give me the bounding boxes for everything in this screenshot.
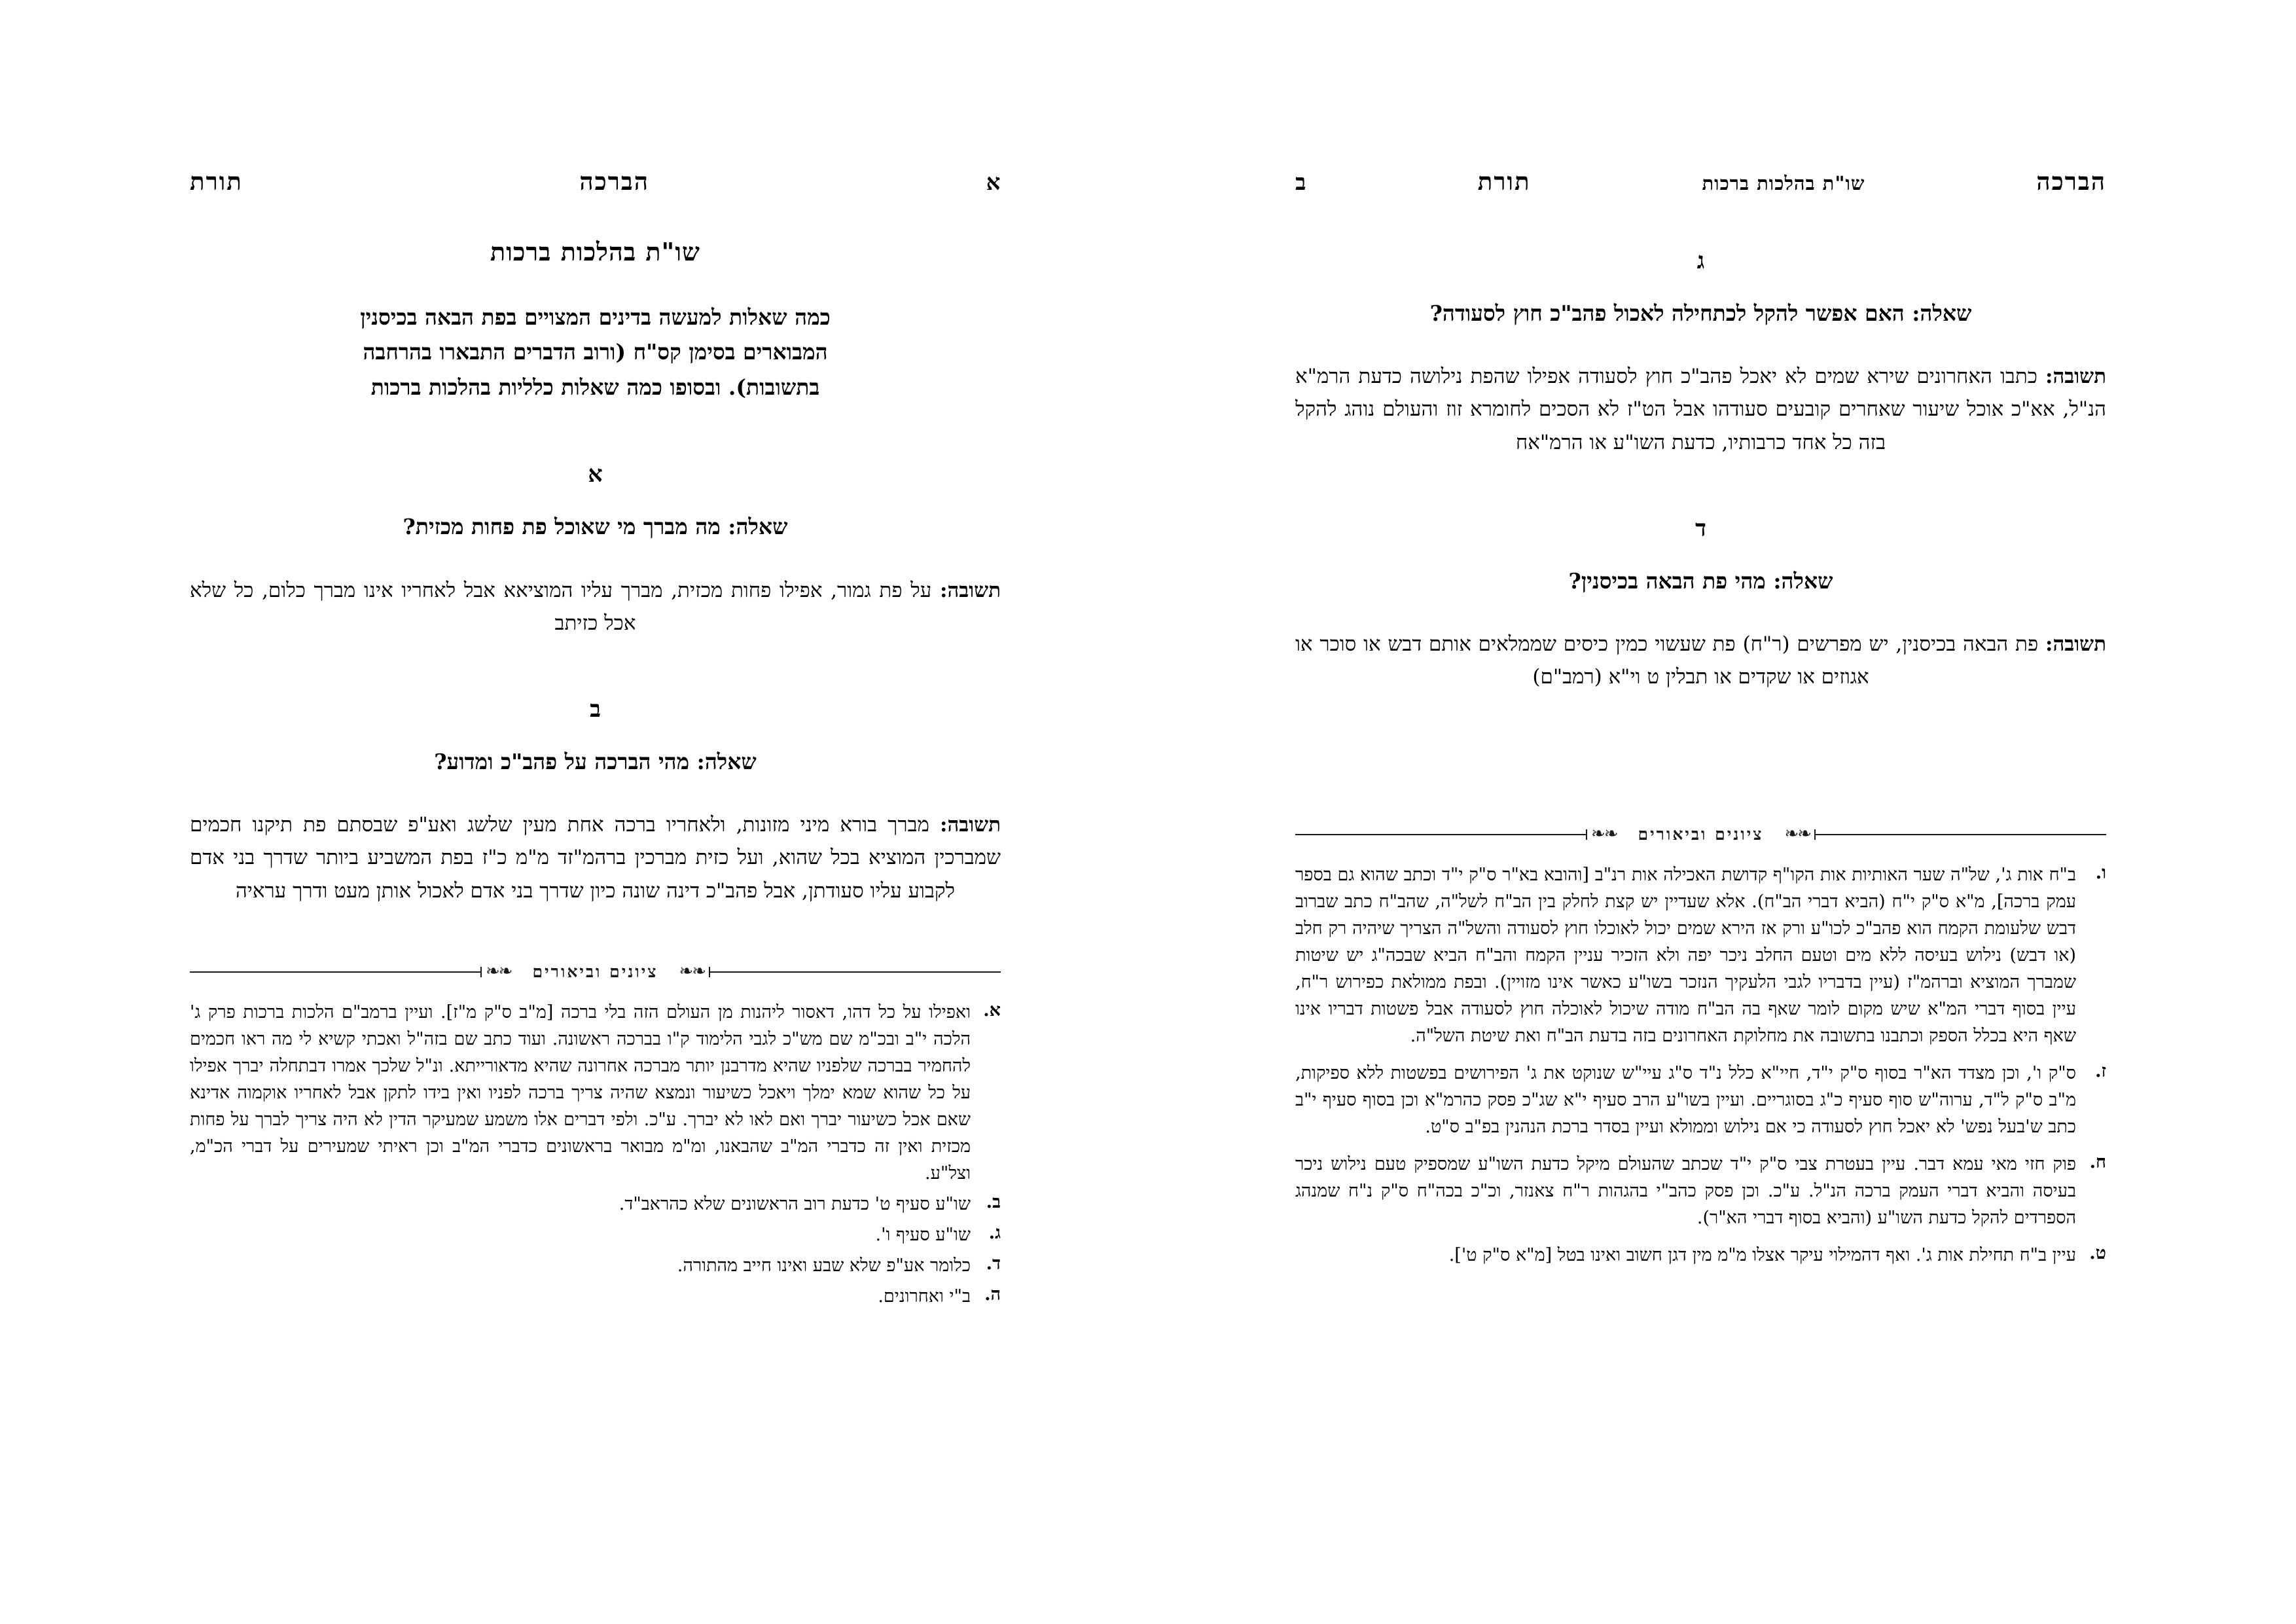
document-title: שו"ת בהלכות ברכות (490, 237, 700, 266)
divider-line-right (190, 971, 482, 973)
note-marker: א. (983, 1000, 1001, 1020)
note-item (190, 1221, 1001, 1248)
answer-bet (190, 808, 1001, 907)
answer-body-alef: על פת גמור, אפילו פחות מכזית, מברך עליו המוציאא אבל לאחריו אינו מברך כלום, כל שלא אכל כזיתב (190, 578, 940, 635)
note-marker: ח. (2089, 1152, 2106, 1173)
flourish-icon-left: ❧❧ (679, 962, 706, 981)
note-marker: ט. (2089, 1243, 2106, 1264)
note-text: ואפילו על כל דהו, דאסור ליהנות מן העולם הזה בלי ברכה [מ"ב ס"ק מ"ז]. ועיין ברמב"ם הלכות ברכות פרק ג' הלכה י"ב ובכ"מ שם מש"כ לגבי הלימוד ק"ו בברכה ראשונה. ועוד כתב שם בזה"ל ואכתי קשיא לי מה ראו חכמים להחמיר בברכה שלפניו שהיא מדרבנן יותר מברכה אחרונה שהיא מדאורייתא. ונ"ל שלכך אמרו דבתחלה יברך אפילו על כל שהוא שמא ימלך ויאכל כשיעור ונמצא שהיה צריך ברכה לפניו ואין בידו לתקן אבל לאחריו אוקמוה אדינא שאם אכל כשיעור יברך ואם לאו לא יברך. ע"כ. ולפי דברים אלו משמע שמעיקר הדין לא היה צריך לברך על פחות מכזית ואין זה כדברי המ"ב שהבאנו, ומ"מ מבואר בראשונים כדברי המ"ב וכן ראיתי שמעירים על דברי הכ"מ, וצל"ע. (190, 1002, 971, 1184)
running-head-word-right: תורת (190, 167, 243, 196)
intro-line-3: בתשובות). ובסופו כמה שאלות כלליות בהלכות ברכות (370, 374, 820, 400)
note-item (1295, 1151, 2106, 1231)
siman-letter-gimel: ג (1696, 247, 1705, 274)
flourish-icon-right: ❧❧ (1590, 824, 1617, 844)
note-text: שו"ע סעיף ו'. (875, 1225, 971, 1246)
notes-divider-left (1295, 825, 2106, 844)
siman-letter-dalet: ד (1695, 514, 1706, 542)
notes-block-left (1295, 825, 2106, 1272)
divider-line-left (1814, 834, 2106, 835)
divider-line-right (1295, 834, 1587, 835)
note-text: כלומר אע"פ שלא שבע ואינו חייב מהתורה. (677, 1255, 971, 1276)
body-column-left (1295, 247, 2106, 693)
note-marker: ד. (986, 1254, 1001, 1274)
answer-lead-dalet: תשובה: (2045, 632, 2106, 656)
introduction-paragraph (190, 300, 1001, 405)
siman-letter-bet: ב (590, 695, 601, 723)
folio-number-left: ב (1295, 170, 1306, 196)
note-item (1295, 861, 2106, 1049)
note-marker: ב. (986, 1192, 1001, 1213)
answer-lead-bet: תשובה: (940, 813, 1001, 837)
answer-body-gimel: כתבו האחרונים שירא שמים לא יאכל פהב"כ חוץ לסעודה אפילו שהפת נילושה כדעת הרמ"א הנ"ל, אא"כ אוכל שיעור שאחרים קובעים סעודהו אבל הט"ז לא הסכים לחומרא זוז והעולם נוהג להקל בזה כל אחד כרבותיו, כדעת השו"ע או הרמ"אח (1295, 365, 2106, 454)
question-alef: שאלה: מה מברך מי שאוכל פת פחות מכזית? (403, 514, 788, 540)
note-text: עיין ב"ח תחילת אות ג'. ואף דהמילוי עיקר אצלו מ"מ מין דגן חשוב ואינו בטל [מ"א ס"ק ט']. (1448, 1245, 2076, 1266)
question-bet: שאלה: מהי הברכה על פהב"כ ומדוע? (434, 748, 757, 774)
note-item (190, 1283, 1001, 1310)
note-text: שו"ע סעיף ט' כדעת רוב הראשונים שלא כהראב"ד. (619, 1194, 971, 1215)
notes-caption-left: ציונים וביאורים (1638, 825, 1764, 844)
question-gimel: שאלה: האם אפשר להקל לכתחילה לאכול פהב"כ חוץ לסעודה? (1429, 300, 1972, 326)
body-column-right (190, 237, 1001, 907)
answer-lead-gimel: תשובה: (2045, 365, 2106, 389)
answer-dalet (1295, 628, 2106, 693)
note-text: ס"ק ו', וכן מצדד הא"ר בסוף ס"ק י"ד, חיי"א כלל נ"ד ס"ג עיי"ש שנוקט את ג' הפירושים בפשטות ללא ספיקות, מ"ב ס"ק ל"ד, ערוה"ש סוף סעיף כ"ג בסוגריים. ועיין בשו"ע הרב סעיף י"א שג"כ פסק כהרמ"א וכן בסוף סעיף י"ב כתב ש'בעל נפש' לא יאכל חוץ לסעודה כי אם נילוש וממולא ועיין בסדר ברכת הנהנין בפ"ב ס"ט. (1295, 1063, 2076, 1138)
answer-gimel (1295, 360, 2106, 459)
note-marker: ו. (2095, 863, 2106, 883)
running-head-booktitle: תורת (1477, 167, 1531, 196)
answer-lead-alef: תשובה: (940, 578, 1001, 602)
note-item (190, 1252, 1001, 1279)
notes-caption-right: ציונים וביאורים (532, 962, 658, 981)
running-head-left (1295, 167, 2106, 196)
intro-line-1: כמה שאלות למעשה בדינים המצויים בפת הבאה בכיסנין (360, 304, 831, 330)
note-text: פוק חזי מאי עמא דבר. עיין בעטרת צבי ס"ק י"ד שכתב שהעולם מיקל כדעת השו"ע שמספיק טעם נילוש ניכר בעיסה והביא דברי העמק ברכה הנ"ל. ע"כ. וכן פסק כהב"י בהגהות ר"ח צאנזר, וכ"כ בכה"ח ס"ק נ"ח שמנהג הספרדים להקל כדעת השו"ע (והביא בסוף דברי הא"ר). (1295, 1154, 2076, 1229)
page-right-content (190, 167, 1001, 1545)
note-text: ב"י ואחרונים. (878, 1286, 971, 1307)
notes-divider-right (190, 962, 1001, 982)
folio-number-right: א (986, 170, 1001, 196)
intro-line-2: המבוארים בסימן קס"ח (ורוב הדברים התבארו בהרחבה (363, 339, 828, 365)
siman-letter-alef: א (588, 461, 603, 488)
divider-line-left (709, 971, 1001, 973)
running-head-right (190, 167, 1001, 196)
flourish-icon-right: ❧❧ (485, 962, 512, 981)
page-left (1148, 0, 2296, 1624)
notes-list-left (1295, 861, 2106, 1269)
note-item (1295, 1060, 2106, 1140)
running-head-word-left-page: הברכה (2036, 167, 2106, 196)
note-text: ב"ח אות ג', של"ה שער האותיות אות הקו"ף קדושת האכילה אות רנ"ב [והובא בא"ר ס"ק י"ד וכתב שהוא גם בספר עמק ברכה], מ"א ס"ק י"ח (הביא דברי הב"ח). אלא שעדיין יש קצת לחלק בין הב"ח לשל"ה, שהב"ח כתב שברוב דבש שלעומת הקמח הוא פהב"כ לכו"ע ורק אז הירא שמים יכול לאוכלו חוץ לסעודה והשל"ה הצריך שיהיה רק חלב (או דבש) נילוש בעיסה ללא מים וטעם החלב ניכר יפה ולא הזכיר עניין הקמח והב"ח הביא שבכה"ג יש שיטות שמברך המוציא וברהמ"ז (עיין בדבריו לגבי הלעקיך הנזכר בשו"ע כאשר אינו מזויין). ובפת ממולאת כפירוש ר"ח, עיין בסוף דברי המ"א שיש מקום לומר שאף בה הב"ח מודה שיכול לאוכלה חוץ לסעודה אבל פשטות דבריו אינו שאף היא בכלל הספק וכתבנו בתשובה את מחלוקת האחרונים בזה בדעת הב"ח ואת שיטת השל"ה. (1295, 865, 2076, 1047)
answer-body-dalet: פת הבאה בכיסנין, יש מפרשים (ר"ח) פת שעשוי כמין כיסים שממלאים אותם דבש או סוכר או אגוזים או שקדים או תבלין ט וי"א (רמב"ם) (1295, 632, 2045, 689)
page-left-content (1295, 167, 2106, 1545)
running-head-subtitle: שו"ת בהלכות ברכות (1702, 172, 1865, 194)
running-head-word-left: הברכה (579, 167, 650, 196)
answer-alef (190, 574, 1001, 640)
flourish-icon-left: ❧❧ (1784, 824, 1811, 844)
note-marker: ה. (984, 1284, 1001, 1305)
note-marker: ז. (2095, 1061, 2106, 1082)
note-item (1295, 1242, 2106, 1269)
answer-body-bet: מברך בורא מיני מזונות, ולאחריו ברכה אחת מעין שלשג ואע"פ שבסתם פת תיקנו חכמים שמברכין המוציא בכל שהוא, ועל כזית מברכין ברהמ"זד מ"מ כ"ז בפת המשביע ביותר שדרך בני אדם לקבוע עליו סעודתן, אבל פהב"כ דינה שונה כיון שדרך בני אדם לאכול אותן מעט ודרך עראיה (190, 813, 1001, 903)
notes-list-right (190, 999, 1001, 1310)
note-marker: ג. (988, 1223, 1001, 1244)
note-item (190, 1191, 1001, 1218)
question-dalet: שאלה: מהי פת הבאה בכיסנין? (1568, 568, 1833, 594)
note-item (190, 999, 1001, 1187)
notes-block-right (190, 962, 1001, 1314)
